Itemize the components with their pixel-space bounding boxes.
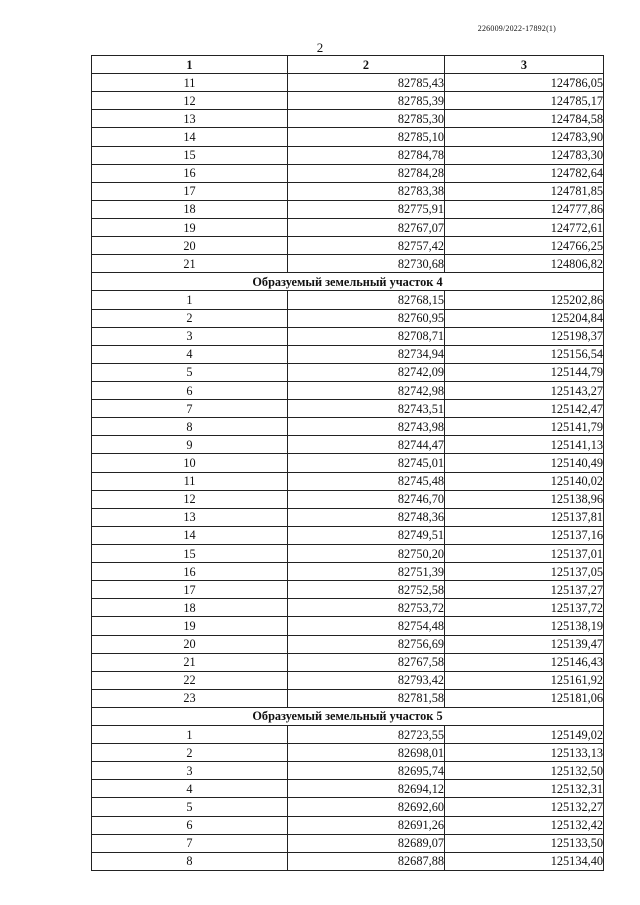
x-coordinate-cell: 82793,42 — [288, 671, 445, 689]
table-row — [92, 581, 604, 599]
table-row — [92, 816, 604, 834]
point-number-cell: 7 — [92, 834, 288, 852]
x-coordinate-cell: 82757,42 — [288, 237, 445, 255]
x-coordinate-cell: 82723,55 — [288, 726, 445, 744]
table-row — [92, 74, 604, 92]
x-coordinate-cell: 82752,58 — [288, 581, 445, 599]
x-coordinate-cell: 82756,69 — [288, 635, 445, 653]
point-number-cell: 19 — [92, 617, 288, 635]
table-row — [92, 780, 604, 798]
y-coordinate-cell: 125144,79 — [445, 363, 604, 381]
y-coordinate-cell: 124781,85 — [445, 182, 604, 200]
point-number-cell: 5 — [92, 798, 288, 816]
point-number-cell: 23 — [92, 689, 288, 707]
x-coordinate-cell: 82781,58 — [288, 689, 445, 707]
point-number-cell: 16 — [92, 563, 288, 581]
table-row — [92, 599, 604, 617]
y-coordinate-cell: 125143,27 — [445, 381, 604, 399]
y-coordinate-cell: 125137,05 — [445, 563, 604, 581]
x-coordinate-cell: 82745,48 — [288, 472, 445, 490]
table-row — [92, 617, 604, 635]
y-coordinate-cell: 125137,81 — [445, 508, 604, 526]
point-number-cell: 11 — [92, 74, 288, 92]
x-coordinate-cell: 82768,15 — [288, 291, 445, 309]
point-number-cell: 20 — [92, 237, 288, 255]
table-row — [92, 563, 604, 581]
point-number-cell: 22 — [92, 671, 288, 689]
y-coordinate-cell: 125133,13 — [445, 744, 604, 762]
table-row — [92, 834, 604, 852]
y-coordinate-cell: 125132,50 — [445, 762, 604, 780]
y-coordinate-cell: 124777,86 — [445, 200, 604, 218]
table-row — [92, 726, 604, 744]
point-number-cell: 18 — [92, 599, 288, 617]
point-number-cell: 7 — [92, 400, 288, 418]
x-coordinate-cell: 82695,74 — [288, 762, 445, 780]
point-number-cell: 21 — [92, 255, 288, 273]
x-coordinate-cell: 82784,78 — [288, 146, 445, 164]
y-coordinate-cell: 125133,50 — [445, 834, 604, 852]
x-coordinate-cell: 82744,47 — [288, 436, 445, 454]
column-header-3: 3 — [445, 56, 604, 74]
x-coordinate-cell: 82783,38 — [288, 182, 445, 200]
point-number-cell: 12 — [92, 490, 288, 508]
table-row — [92, 291, 604, 309]
point-number-cell: 8 — [92, 852, 288, 870]
y-coordinate-cell: 125140,49 — [445, 454, 604, 472]
point-number-cell: 16 — [92, 164, 288, 182]
point-number-cell: 6 — [92, 381, 288, 399]
table-row — [92, 544, 604, 562]
x-coordinate-cell: 82689,07 — [288, 834, 445, 852]
point-number-cell: 3 — [92, 762, 288, 780]
y-coordinate-cell: 125141,79 — [445, 418, 604, 436]
table-row — [92, 653, 604, 671]
point-number-cell: 6 — [92, 816, 288, 834]
table-row — [92, 418, 604, 436]
point-number-cell: 14 — [92, 526, 288, 544]
y-coordinate-cell: 125132,42 — [445, 816, 604, 834]
table-row — [92, 237, 604, 255]
point-number-cell: 2 — [92, 744, 288, 762]
point-number-cell: 20 — [92, 635, 288, 653]
y-coordinate-cell: 125156,54 — [445, 345, 604, 363]
point-number-cell: 18 — [92, 200, 288, 218]
table-row — [92, 255, 604, 273]
x-coordinate-cell: 82743,51 — [288, 400, 445, 418]
x-coordinate-cell: 82691,26 — [288, 816, 445, 834]
table-row — [92, 218, 604, 236]
point-number-cell: 15 — [92, 544, 288, 562]
point-number-cell: 4 — [92, 345, 288, 363]
table-row — [92, 671, 604, 689]
table-row — [92, 146, 604, 164]
x-coordinate-cell: 82754,48 — [288, 617, 445, 635]
x-coordinate-cell: 82742,09 — [288, 363, 445, 381]
point-number-cell: 11 — [92, 472, 288, 490]
point-number-cell: 1 — [92, 291, 288, 309]
table-row — [92, 689, 604, 707]
y-coordinate-cell: 124783,90 — [445, 128, 604, 146]
x-coordinate-cell: 82743,98 — [288, 418, 445, 436]
y-coordinate-cell: 124772,61 — [445, 218, 604, 236]
y-coordinate-cell: 125138,19 — [445, 617, 604, 635]
point-number-cell: 14 — [92, 128, 288, 146]
point-number-cell: 1 — [92, 726, 288, 744]
table-row — [92, 852, 604, 870]
x-coordinate-cell: 82746,70 — [288, 490, 445, 508]
y-coordinate-cell: 124785,17 — [445, 92, 604, 110]
table-body — [92, 74, 604, 871]
x-coordinate-cell: 82775,91 — [288, 200, 445, 218]
y-coordinate-cell: 125146,43 — [445, 653, 604, 671]
point-number-cell: 19 — [92, 218, 288, 236]
table-row — [92, 508, 604, 526]
table-row — [92, 400, 604, 418]
point-number-cell: 15 — [92, 146, 288, 164]
y-coordinate-cell: 124806,82 — [445, 255, 604, 273]
point-number-cell: 12 — [92, 92, 288, 110]
table-row — [92, 309, 604, 327]
point-number-cell: 4 — [92, 780, 288, 798]
x-coordinate-cell: 82784,28 — [288, 164, 445, 182]
y-coordinate-cell: 124784,58 — [445, 110, 604, 128]
y-coordinate-cell: 125204,84 — [445, 309, 604, 327]
table-row — [92, 490, 604, 508]
y-coordinate-cell: 125137,01 — [445, 544, 604, 562]
table-row — [92, 128, 604, 146]
column-header-1: 1 — [92, 56, 288, 74]
y-coordinate-cell: 125137,72 — [445, 599, 604, 617]
y-coordinate-cell: 124782,64 — [445, 164, 604, 182]
table-row — [92, 182, 604, 200]
y-coordinate-cell: 125142,47 — [445, 400, 604, 418]
x-coordinate-cell: 82749,51 — [288, 526, 445, 544]
y-coordinate-cell: 125140,02 — [445, 472, 604, 490]
coordinates-table — [91, 55, 604, 871]
x-coordinate-cell: 82734,94 — [288, 345, 445, 363]
point-number-cell: 21 — [92, 653, 288, 671]
table-row — [92, 345, 604, 363]
x-coordinate-cell: 82698,01 — [288, 744, 445, 762]
table-row — [92, 436, 604, 454]
table-row — [92, 164, 604, 182]
y-coordinate-cell: 124786,05 — [445, 74, 604, 92]
point-number-cell: 5 — [92, 363, 288, 381]
table-row — [92, 110, 604, 128]
table-header-row — [92, 56, 604, 74]
point-number-cell: 17 — [92, 182, 288, 200]
point-number-cell: 17 — [92, 581, 288, 599]
point-number-cell: 13 — [92, 508, 288, 526]
x-coordinate-cell: 82745,01 — [288, 454, 445, 472]
table-row — [92, 472, 604, 490]
x-coordinate-cell: 82730,68 — [288, 255, 445, 273]
x-coordinate-cell: 82687,88 — [288, 852, 445, 870]
table-row — [92, 762, 604, 780]
x-coordinate-cell: 82708,71 — [288, 327, 445, 345]
x-coordinate-cell: 82785,39 — [288, 92, 445, 110]
table-row — [92, 327, 604, 345]
table-row — [92, 744, 604, 762]
point-number-cell: 13 — [92, 110, 288, 128]
y-coordinate-cell: 125139,47 — [445, 635, 604, 653]
table-row — [92, 526, 604, 544]
y-coordinate-cell: 124766,25 — [445, 237, 604, 255]
point-number-cell: 9 — [92, 436, 288, 454]
y-coordinate-cell: 125141,13 — [445, 436, 604, 454]
y-coordinate-cell: 125198,37 — [445, 327, 604, 345]
y-coordinate-cell: 125134,40 — [445, 852, 604, 870]
x-coordinate-cell: 82767,58 — [288, 653, 445, 671]
page-number: 2 — [316, 40, 324, 55]
y-coordinate-cell: 125137,16 — [445, 526, 604, 544]
x-coordinate-cell: 82748,36 — [288, 508, 445, 526]
x-coordinate-cell: 82785,30 — [288, 110, 445, 128]
x-coordinate-cell: 82753,72 — [288, 599, 445, 617]
y-coordinate-cell: 125138,96 — [445, 490, 604, 508]
document-id: 226009/2022-17892(1) — [477, 24, 556, 33]
section-heading-row — [92, 707, 604, 725]
table-row — [92, 798, 604, 816]
table-row — [92, 363, 604, 381]
x-coordinate-cell: 82767,07 — [288, 218, 445, 236]
y-coordinate-cell: 124783,30 — [445, 146, 604, 164]
x-coordinate-cell: 82785,10 — [288, 128, 445, 146]
section-title: Образуемый земельный участок 5 — [92, 707, 604, 725]
point-number-cell: 2 — [92, 309, 288, 327]
table-row — [92, 454, 604, 472]
point-number-cell: 8 — [92, 418, 288, 436]
y-coordinate-cell: 125132,27 — [445, 798, 604, 816]
table-row — [92, 635, 604, 653]
y-coordinate-cell: 125181,06 — [445, 689, 604, 707]
x-coordinate-cell: 82692,60 — [288, 798, 445, 816]
table-row — [92, 92, 604, 110]
column-header-2: 2 — [288, 56, 445, 74]
section-heading-row — [92, 273, 604, 291]
y-coordinate-cell: 125149,02 — [445, 726, 604, 744]
y-coordinate-cell: 125137,27 — [445, 581, 604, 599]
x-coordinate-cell: 82760,95 — [288, 309, 445, 327]
x-coordinate-cell: 82742,98 — [288, 381, 445, 399]
x-coordinate-cell: 82751,39 — [288, 563, 445, 581]
y-coordinate-cell: 125132,31 — [445, 780, 604, 798]
x-coordinate-cell: 82785,43 — [288, 74, 445, 92]
section-title: Образуемый земельный участок 4 — [92, 273, 604, 291]
point-number-cell: 10 — [92, 454, 288, 472]
x-coordinate-cell: 82694,12 — [288, 780, 445, 798]
table-row — [92, 381, 604, 399]
y-coordinate-cell: 125202,86 — [445, 291, 604, 309]
table-row — [92, 200, 604, 218]
y-coordinate-cell: 125161,92 — [445, 671, 604, 689]
point-number-cell: 3 — [92, 327, 288, 345]
x-coordinate-cell: 82750,20 — [288, 544, 445, 562]
